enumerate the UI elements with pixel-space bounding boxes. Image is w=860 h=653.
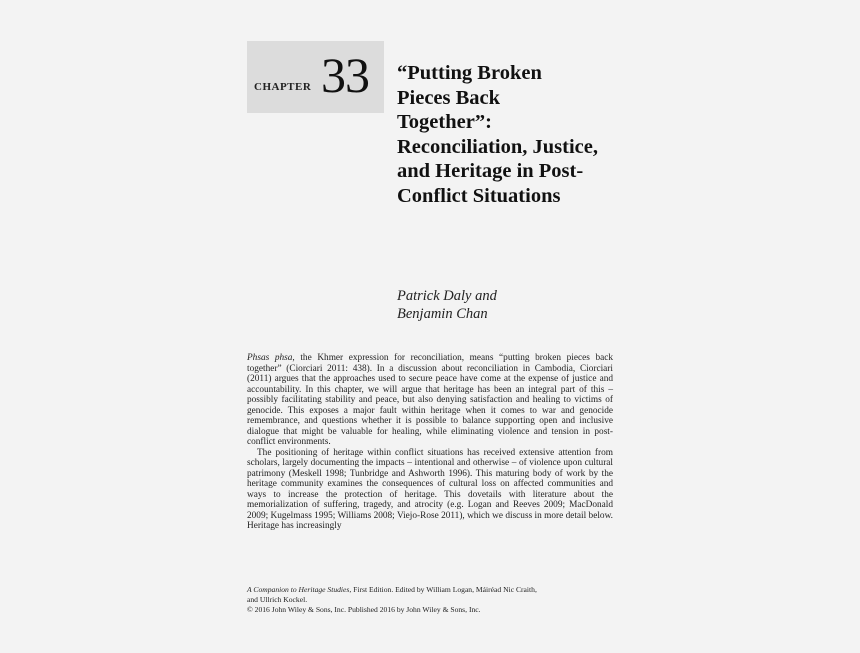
authors	[397, 287, 637, 323]
paragraph-text: , the Khmer expression for reconciliation, means “putting broken pieces back together” (Ciorciari 2011: 438). In a discussion about reconciliation in Cambodia, Ciorciari (2011) argues that the approaches used to secure peace have come at the expense of justice and accountability. In this chapter, we will argue that heritage has been an integral part of this – possibly facilitating stability and peace, but also denying satisfaction and healing to victims of genocide. This exposes a major fault within heritage when it comes to war and genocide remembrance, and questions whether it is possible to balance supporting open and inclusive dialogue that might be valuable for healing, while eliminating violence and tension in post-conflict environments.	[247, 353, 613, 447]
chapter-title-line: Together”:	[397, 111, 492, 133]
chapter-title	[397, 61, 627, 208]
footer-line: and Ullrich Kockel.	[247, 595, 308, 604]
chapter-title-line: Conflict Situations	[397, 184, 561, 207]
footer-line: © 2016 John Wiley & Sons, Inc. Published 2016 by John Wiley & Sons, Inc.	[247, 605, 481, 614]
chapter-box	[247, 41, 384, 113]
chapter-title-line: and Heritage in Post-	[397, 160, 584, 182]
book-title: A Companion to Heritage Studies	[247, 585, 350, 594]
author-line: Benjamin Chan	[397, 306, 488, 322]
chapter-title-line: “Putting Broken	[397, 62, 542, 84]
footer-line	[247, 585, 627, 595]
chapter-title-line: Reconciliation, Justice,	[397, 135, 598, 158]
copyright-footer	[247, 585, 627, 615]
chapter-title-line: Pieces Back	[397, 86, 501, 109]
footer-text: , First Edition. Edited by William Logan, Máiréad Nic Craith,	[349, 585, 537, 594]
body-paragraph	[247, 353, 613, 448]
chapter-number: 33	[321, 47, 369, 103]
chapter-label: CHAPTER	[254, 81, 312, 93]
body-text	[247, 353, 613, 532]
khmer-term: Phsas phsa	[247, 353, 293, 363]
body-paragraph: The positioning of heritage within conflict situations has received extensive attention from scholars, largely documenting the impacts – intentional and otherwise – of violence upon cultural patrimony (Meskell 1998; Tunbridge and Ashworth 1996). This maturing body of work by the heritage community examines the consequences of cultural loss on affected communities and ways to increase the protection of heritage. This dovetails with literature about the memorialization of suffering, tragedy, and atrocity (e.g. Logan and Reeves 2009; MacDonald 2009; Kugelmass 1995; Williams 2008; Viejo-Rose 2011), which we discuss in more detail below. Heritage has increasingly	[247, 447, 613, 531]
author-line: Patrick Daly and	[397, 288, 497, 304]
